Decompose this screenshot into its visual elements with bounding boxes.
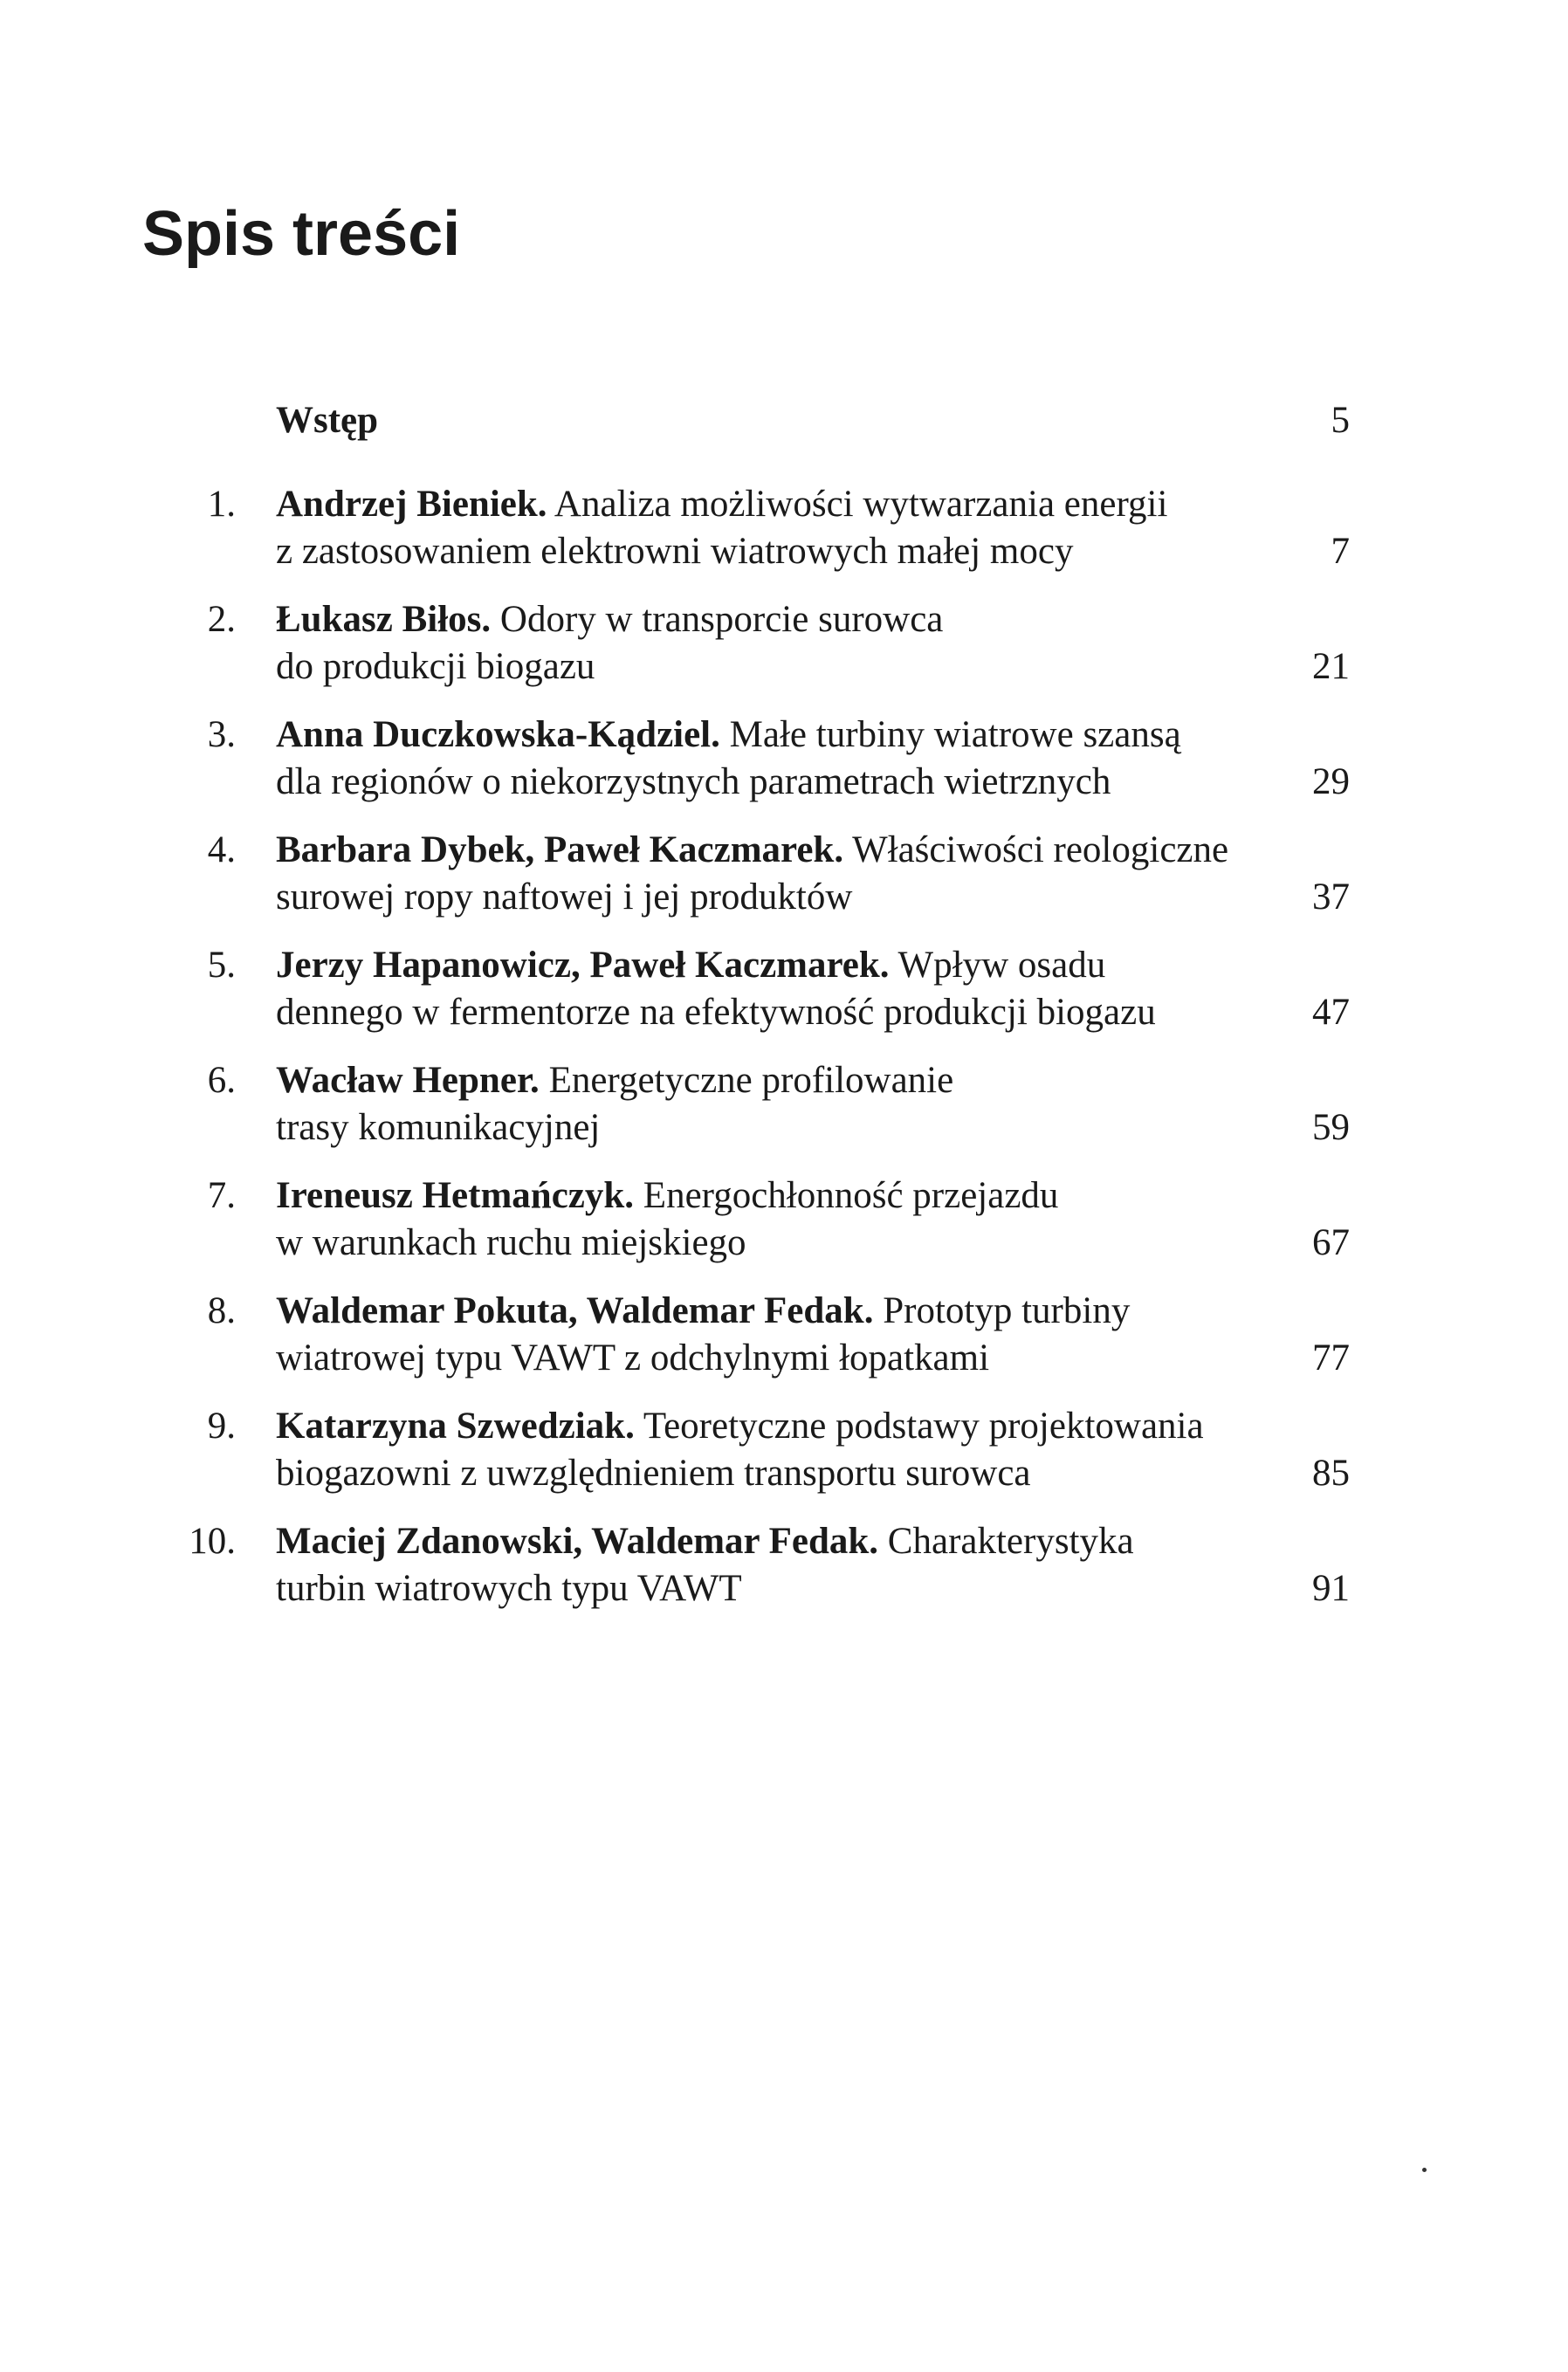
toc-entry-title-line2: dla regionów o niekorzystnych parametrach wietrznych (276, 761, 1111, 802)
toc-entry (0, 1288, 1568, 1403)
toc-entry-title-line2: wiatrowej typu VAWT z odchylnymi łopatkami (276, 1337, 990, 1379)
toc-entry (0, 1172, 1568, 1288)
toc-entry (0, 827, 1568, 942)
toc-entry-title-line2: biogazowni z uwzględnieniem transportu surowca (276, 1453, 1031, 1494)
toc-entry-number: 4. (207, 829, 236, 870)
toc-entry-number: 3. (207, 714, 236, 755)
toc-entry-title-line2: do produkcji biogazu (276, 646, 595, 687)
toc-entry-text (276, 596, 1324, 691)
toc-page-number: 7 (1331, 531, 1350, 572)
toc-entry-number: 5. (207, 945, 236, 986)
toc-entry-text (276, 1172, 1324, 1267)
toc-entry-title-line1: Prototyp turbiny (873, 1290, 1131, 1331)
toc-entry-author: Jerzy Hapanowicz, Paweł Kaczmarek. (276, 945, 890, 986)
toc-entry-author: Katarzyna Szwedziak. (276, 1406, 635, 1447)
toc-entry-number: 9. (207, 1406, 236, 1447)
scan-speck (1422, 2168, 1427, 2172)
toc-entry-title-line1: Wpływ osadu (889, 945, 1106, 986)
toc-entry-number: 6. (207, 1060, 236, 1101)
toc-page-number: 67 (1312, 1222, 1350, 1263)
toc-entry-title-line1: Energochłonność przejazdu (634, 1175, 1059, 1216)
table-of-contents (0, 397, 1568, 1633)
toc-entry (0, 712, 1568, 827)
toc-entry (0, 481, 1568, 596)
toc-entry-author: Maciej Zdanowski, Waldemar Fedak. (276, 1521, 879, 1562)
toc-entry-text (276, 1057, 1324, 1152)
toc-entry (0, 942, 1568, 1057)
toc-entry-number: 10. (189, 1521, 236, 1562)
toc-page-number: 29 (1312, 761, 1350, 802)
toc-entry-title-line2: turbin wiatrowych typu VAWT (276, 1568, 742, 1609)
toc-entry-author: Ireneusz Hetmańczyk. (276, 1175, 635, 1216)
toc-entry-text (276, 481, 1324, 575)
page-title: Spis treści (142, 199, 461, 269)
toc-entry-title-line2: dennego w fermentorze na efektywność produkcji biogazu (276, 992, 1156, 1033)
toc-entry-text (276, 827, 1324, 921)
toc-page-number: 77 (1312, 1337, 1350, 1379)
toc-intro-label: Wstęp (276, 400, 379, 441)
toc-entry-author: Anna Duczkowska-Kądziel. (276, 714, 720, 755)
toc-page-number: 21 (1312, 646, 1350, 687)
toc-page-number: 91 (1312, 1568, 1350, 1609)
toc-entry-title-line1: Energetyczne profilowanie (539, 1060, 954, 1101)
toc-page-number: 59 (1312, 1107, 1350, 1148)
toc-entry (0, 1057, 1568, 1172)
toc-entry-author: Łukasz Biłos. (276, 599, 492, 640)
toc-page-number: 5 (1331, 400, 1350, 441)
toc-entry-title-line1: Analiza możliwości wytwarzania energii (547, 484, 1168, 525)
toc-entry (0, 596, 1568, 712)
toc-entry (0, 1403, 1568, 1518)
toc-entry-title-line1: Teoretyczne podstawy projektowania (634, 1406, 1204, 1447)
toc-entry-title-line1: Małe turbiny wiatrowe szansą (719, 714, 1181, 755)
toc-page-number: 85 (1312, 1453, 1350, 1494)
toc-entry-number: 7. (207, 1175, 236, 1216)
toc-entry-intro (0, 397, 1568, 481)
toc-entry-text (276, 1288, 1324, 1382)
toc-entry-author: Wacław Hepner. (276, 1060, 540, 1101)
toc-entry-text (276, 712, 1324, 806)
toc-entry-author: Waldemar Pokuta, Waldemar Fedak. (276, 1290, 874, 1331)
toc-entry-title-line2: trasy komunikacyjnej (276, 1107, 601, 1148)
toc-entry-author: Barbara Dybek, Paweł Kaczmarek. (276, 829, 844, 870)
toc-entry-number: 8. (207, 1290, 236, 1331)
toc-entry-author: Andrzej Bieniek. (276, 484, 547, 525)
toc-entry-title-line2: z zastosowaniem elektrowni wiatrowych małej mocy (276, 531, 1074, 572)
toc-entry (0, 1518, 1568, 1633)
toc-entry-number: 2. (207, 599, 236, 640)
toc-entry-title-line2: surowej ropy naftowej i jej produktów (276, 877, 853, 918)
toc-entry-text (276, 942, 1324, 1036)
toc-entry-title-line2: w warunkach ruchu miejskiego (276, 1222, 746, 1263)
toc-entry-number: 1. (207, 484, 236, 525)
toc-entry-text (276, 1403, 1324, 1497)
toc-page-number: 47 (1312, 992, 1350, 1033)
toc-page-number: 37 (1312, 877, 1350, 918)
toc-entry-text (276, 1518, 1324, 1612)
toc-entry-title-line1: Odory w transporcie surowca (491, 599, 944, 640)
toc-entry-title-line1: Charakterystyka (878, 1521, 1134, 1562)
toc-entry-title-line1: Właściwości reologiczne (843, 829, 1229, 870)
